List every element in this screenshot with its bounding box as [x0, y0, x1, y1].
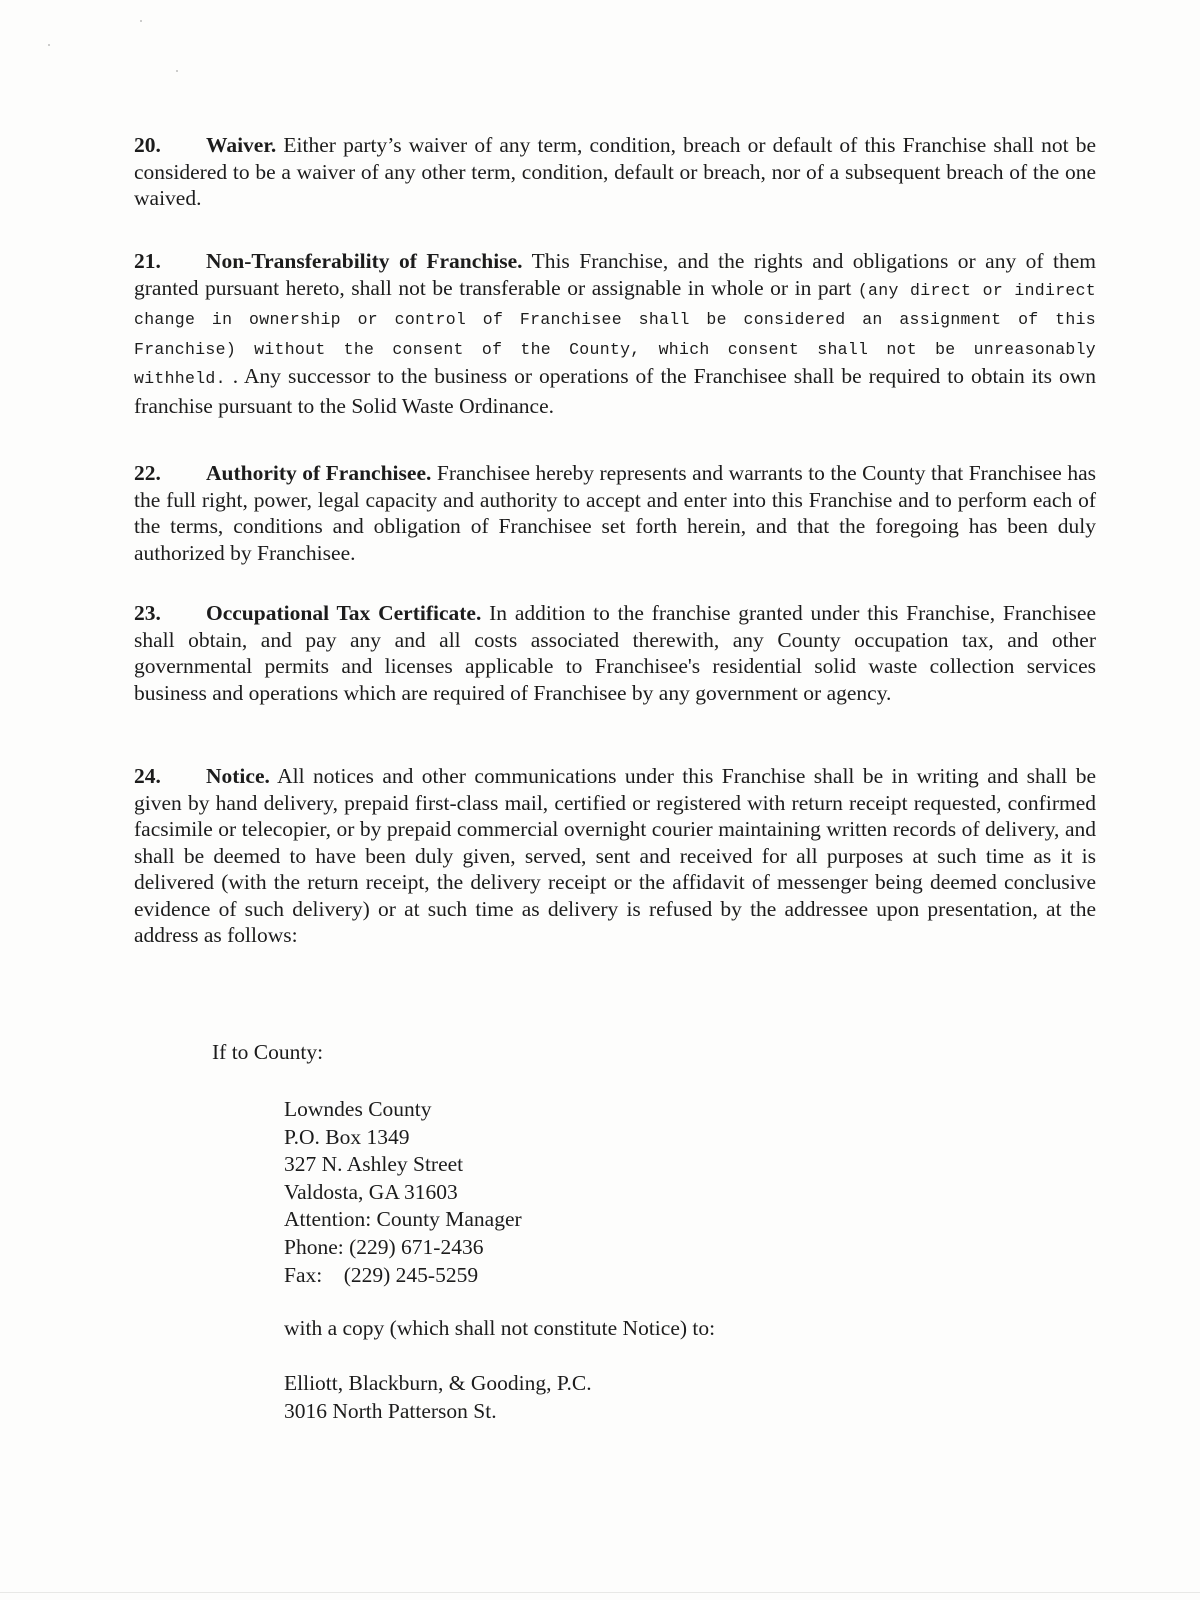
section-text: Either party’s waiver of any term, condition, breach or default of this Franchise shall not be considered to be a waiver of any other term, condition, default or breach, nor of a subsequent breach of the one waived. [134, 133, 1096, 210]
scan-speck [176, 70, 178, 72]
section-text: . Any successor to the business or operations of the Franchisee shall be required to obtain its own franchise pursuant to the Solid Waste Ordinance. [134, 364, 1096, 418]
copy-address [284, 1370, 592, 1425]
address-line: Lowndes County [284, 1097, 432, 1121]
section-22-authority [134, 460, 1096, 566]
section-20-waiver [134, 132, 1096, 212]
section-number: 21. [134, 249, 161, 273]
address-line: Phone: (229) 671-2436 [284, 1234, 484, 1259]
section-heading: Authority of Franchisee. [206, 461, 432, 485]
county-address [284, 1096, 522, 1289]
section-heading: Non-Transferability of Franchise. [206, 249, 523, 273]
section-21-non-transferability [134, 248, 1096, 419]
section-text: This Franchise, and the rights and obligations or any of them granted pursuant hereto, shall not be transferable or assignable in whole or in part [134, 249, 1096, 300]
section-number: 23. [134, 601, 161, 625]
section-text: In addition to the franchise granted under this Franchise, Franchisee shall obtain, and pay any and all costs associated therewith, any County occupation tax, and other governmental permits and licenses applicable to Franchisee's residential solid waste collection services business and operations which are required of Franchisee by any government or agency. [134, 601, 1096, 705]
section-24-notice [134, 763, 1096, 949]
section-text-typewritten: (any direct or indirect change in ownership or control of Franchisee shall be considered an assignment of this Franchise) without the consent of the County, which consent shall not be unreasonably withheld. [134, 280, 1097, 388]
section-heading: Notice. [206, 764, 270, 788]
copy-notice-intro: with a copy (which shall not constitute Notice) to: [284, 1316, 716, 1340]
address-line: Attention: County Manager [284, 1207, 522, 1232]
scan-speck [140, 20, 142, 22]
scan-edge [0, 1592, 1200, 1593]
address-line: Elliott, Blackburn, & Gooding, P.C. [284, 1371, 592, 1395]
address-line: P.O. Box 1349 [284, 1124, 410, 1149]
section-23-occupational-tax [134, 600, 1096, 706]
section-number: 20. [134, 133, 161, 157]
section-number: 22. [134, 461, 161, 485]
section-heading: Waiver. [206, 133, 277, 157]
scan-speck [48, 44, 50, 46]
address-line: Fax: (229) 245-5259 [284, 1262, 479, 1287]
section-heading: Occupational Tax Certificate. [206, 601, 482, 625]
address-line: 327 N. Ashley Street [284, 1152, 464, 1177]
section-number: 24. [134, 764, 161, 788]
county-notice-intro: If to County: [212, 1040, 324, 1064]
address-line: 3016 North Patterson St. [284, 1398, 497, 1423]
section-text: All notices and other communications under this Franchise shall be in writing and shall be given by hand delivery, prepaid first-class mail, certified or registered with return receipt requested, confirmed facsimile or telecopier, or by prepaid commercial overnight courier maintaining written records of delivery, and shall be deemed to have been duly given, served, sent and received for all purposes at such time as it is delivered (with the return receipt, the delivery receipt or the affidavit of messenger being deemed conclusive evidence of such delivery) or at such time as delivery is refused by the addressee upon presentation, at the address as follows: [134, 764, 1096, 947]
address-line: Valdosta, GA 31603 [284, 1179, 458, 1204]
section-text: Franchisee hereby represents and warrants to the County that Franchisee has the full right, power, legal capacity and authority to accept and enter into this Franchise and to perform each of the terms, conditions and obligation of Franchisee set forth herein, and that the foregoing has been duly authorized by Franchisee. [134, 461, 1096, 565]
